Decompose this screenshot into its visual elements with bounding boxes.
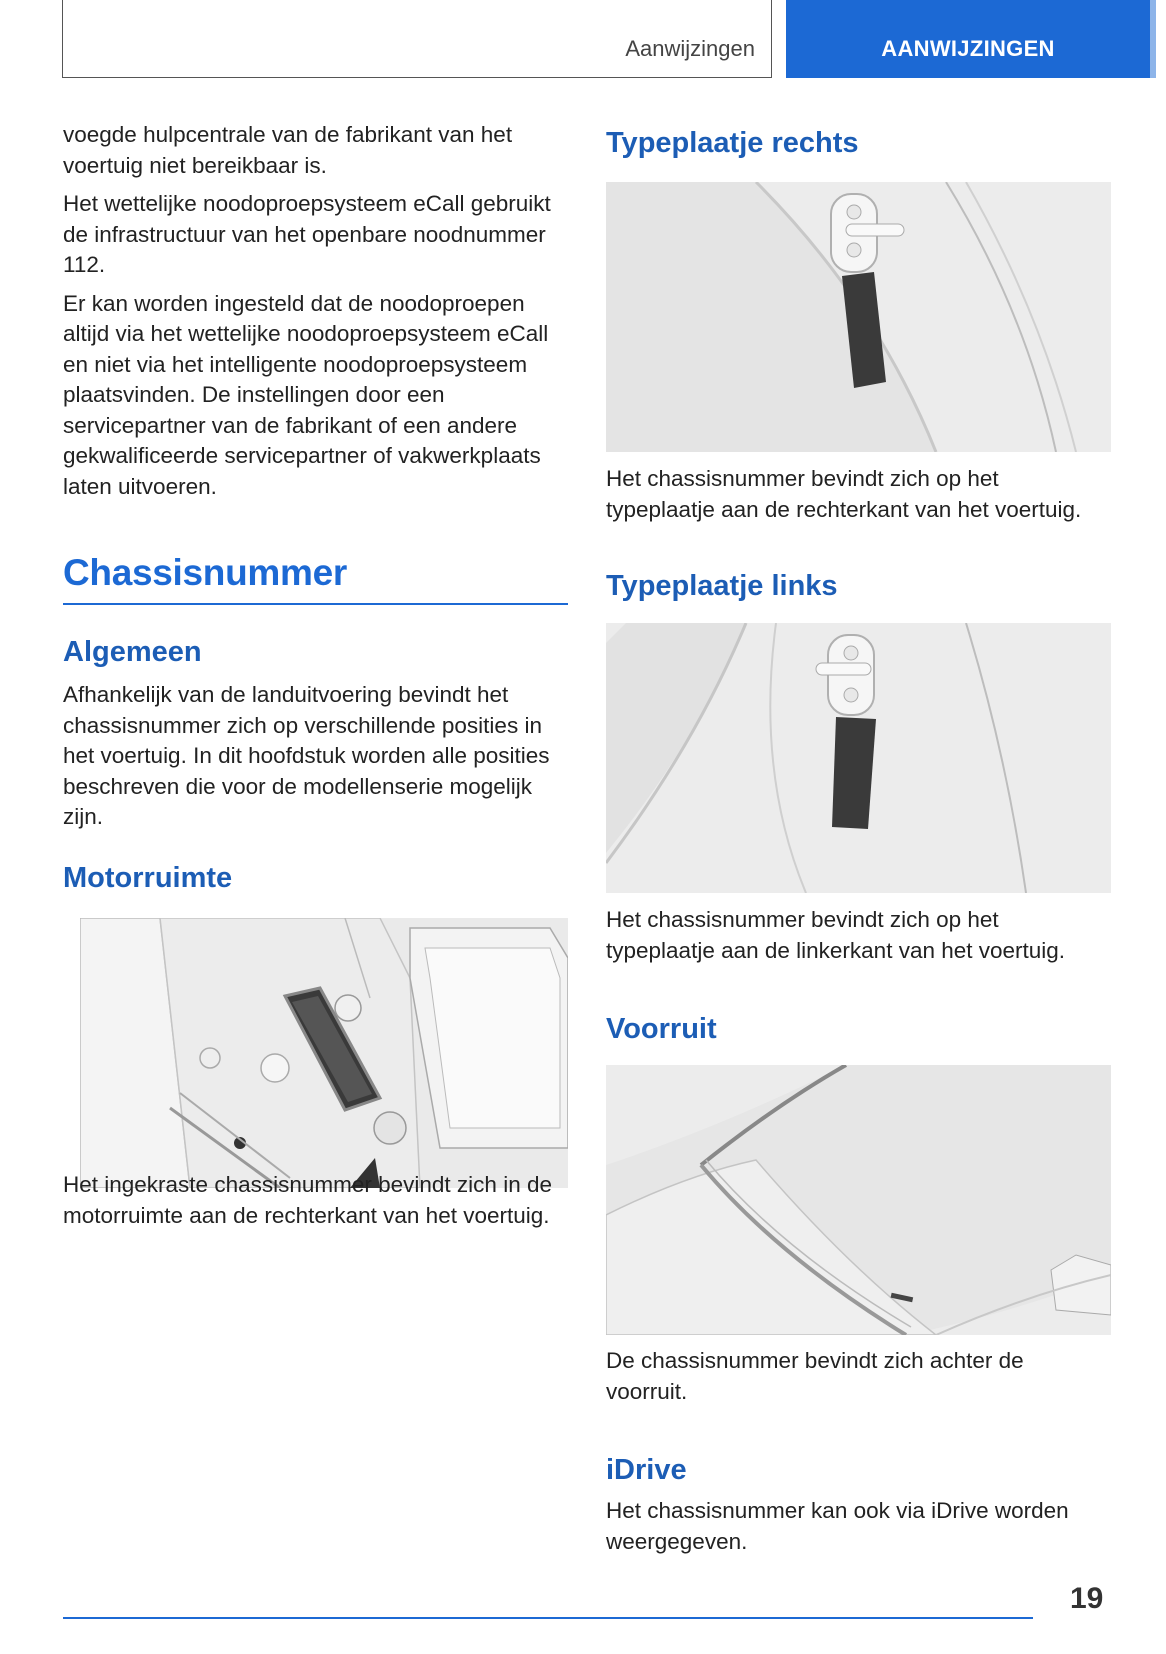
heading-motorruimte: Motorruimte xyxy=(63,862,233,894)
header-frame xyxy=(62,0,772,78)
heading-idrive: iDrive xyxy=(606,1454,687,1486)
heading-algemeen: Algemeen xyxy=(63,636,202,668)
voorruit-caption: De chassisnummer bevindt zich achter de voorruit. xyxy=(606,1348,1024,1404)
header-chapter-tab[interactable] xyxy=(786,0,1150,78)
paragraph-3: Er kan worden ingesteld dat de noodoproepen altijd via het wettelijke noodoproepsysteem eCall en niet via het intelligente noodoproepsysteem plaatsvinden. De instellingen door een servicepartner van de fabrikant of een andere gekwalificeerde servicepartner of vakwerkplaats laten uitvoeren. xyxy=(63,290,549,499)
left-intro-text xyxy=(63,120,568,502)
header-tab-edge xyxy=(1150,0,1156,78)
figure-voorruit xyxy=(606,1065,1111,1335)
page-number: 19 xyxy=(1070,1582,1104,1615)
chapter-rule xyxy=(63,603,568,605)
footer-rule xyxy=(63,1617,1033,1619)
algemeen-text: Afhankelijk van de landuitvoering bevindt het chassisnummer zich op verschillende posities in het voertuig. In dit hoofdstuk worden alle posities beschreven die voor de modellenserie mogelijk zijn. xyxy=(63,682,550,829)
paragraph-1: voegde hulpcentrale van de fabrikant van het voertuig niet bereikbaar is. xyxy=(63,122,513,178)
header-chapter-tab-label: AANWIJZINGEN xyxy=(881,36,1055,61)
typeplaatje-links-caption: Het chassisnummer bevindt zich op het typeplaatje aan de linkerkant van het voertuig. xyxy=(606,907,1066,963)
figure-typeplaatje-rechts xyxy=(606,182,1111,452)
heading-typeplaatje-rechts: Typeplaatje rechts xyxy=(606,127,859,159)
idrive-text: Het chassisnummer kan ook via iDrive worden weergegeven. xyxy=(606,1498,1069,1554)
heading-voorruit: Voorruit xyxy=(606,1013,717,1045)
typeplaatje-rechts-caption: Het chassisnummer bevindt zich op het typeplaatje aan de rechterkant van het voertuig. xyxy=(606,466,1082,522)
figure-typeplaatje-links xyxy=(606,623,1111,893)
chapter-title: Chassisnummer xyxy=(63,552,347,593)
figure-engine-bay xyxy=(80,918,568,1188)
heading-typeplaatje-links: Typeplaatje links xyxy=(606,570,838,602)
motorruimte-caption: Het ingekraste chassisnummer bevindt zich in de motorruimte aan de rechterkant van het voertuig. xyxy=(63,1172,552,1228)
paragraph-2: Het wettelijke noodoproepsysteem eCall gebruikt de infrastructuur van het openbare noodnummer 112. xyxy=(63,191,551,277)
header-section-title: Aanwijzingen xyxy=(625,36,755,61)
